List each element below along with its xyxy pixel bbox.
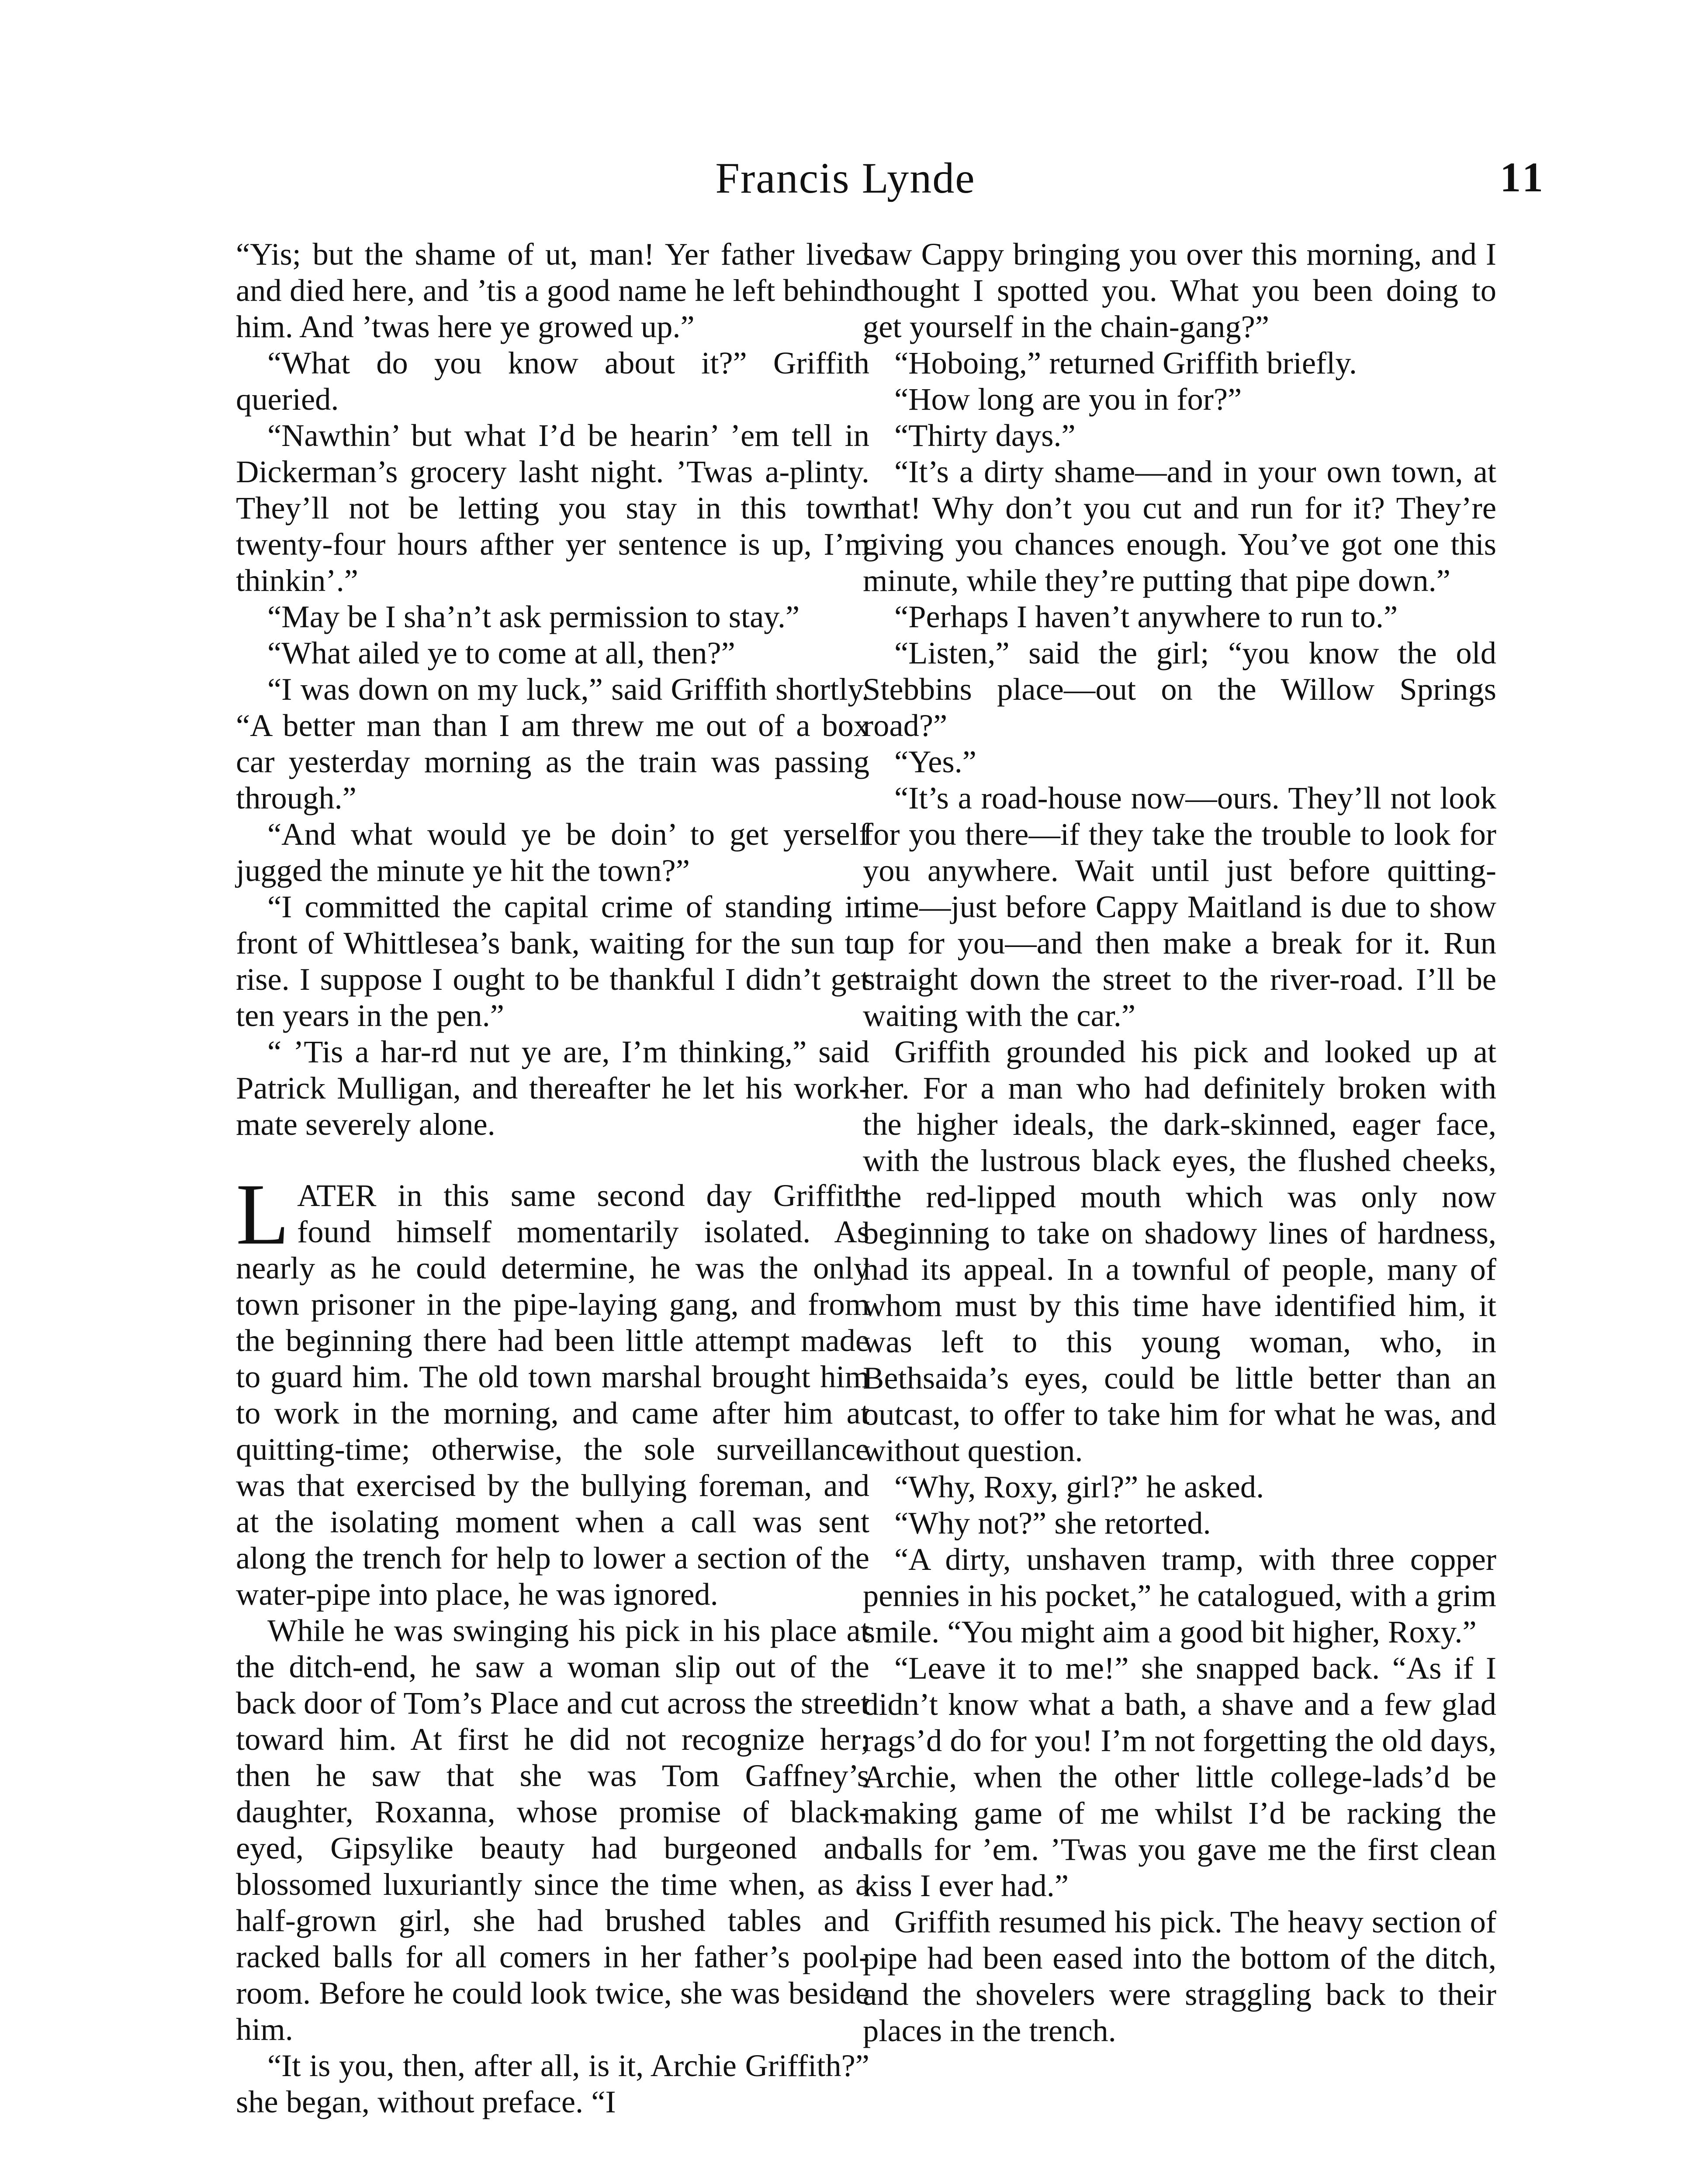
paragraph: “Why, Roxy, girl?” he asked. <box>894 1469 1264 1504</box>
paragraph: “Yis; but the shame of ut, man! Yer father lived and died here, and ’tis a good name he left behind him. And ’twas here ye growed up.” <box>236 236 869 344</box>
paragraph: “Nawthin’ but what I’d be hearin’ ’em tell in Dickerman’s grocery lasht night. ’Twas a-plinty. They’ll not be letting you stay in this town twenty-four hours afther yer sentence is up, I’m thinkin’.” <box>236 418 869 598</box>
section-opening-paragraph <box>236 1166 869 1612</box>
paragraph: “I was down on my luck,” said Griffith shortly. “A better man than I am threw me out of a box car yesterday morning as the train was passing through.” <box>236 671 869 816</box>
paragraph: “What do you know about it?” Griffith queried. <box>236 345 869 417</box>
paragraph: “What ailed ye to come at all, then?” <box>267 635 735 670</box>
page-number: 11 <box>1500 154 1547 200</box>
section-opening-text: ATER in this same second day Griffith found himself momentarily isolated. As nearly as he could determine, he was the only town prisoner in the pipe-laying gang, and from the beginning there had been little attempt made to guard him. The old town marshal brought him to work in the morning, and came after him at quitting-time; otherwise, the sole surveillance was that exercised by the bullying foreman, and at the isolating moment when a call was sent along the trench for help to lower a section of the water-pipe into place, he was ignored. <box>236 1178 869 1612</box>
running-head-author: Francis Lynde <box>715 154 976 202</box>
paragraph: saw Cappy bringing you over this morning, and I thought I spotted you. What you been doing to get yourself in the chain-gang?” <box>863 236 1496 344</box>
paragraph: “Thirty days.” <box>894 418 1076 453</box>
paragraph: “A dirty, unshaven tramp, with three copper pennies in his pocket,” he catalogued, with a grim smile. “You might aim a good bit higher, Roxy.” <box>863 1541 1496 1649</box>
paragraph: “And what would ye be doin’ to get yerself jugged the minute ye hit the town?” <box>236 816 869 888</box>
left-column <box>236 236 869 2120</box>
paragraph: “Hoboing,” returned Griffith briefly. <box>894 345 1357 380</box>
paragraph: “Perhaps I haven’t anywhere to run to.” <box>894 599 1398 634</box>
paragraph: “Yes.” <box>894 744 976 779</box>
paragraph: “It is you, then, after all, is it, Archie Griffith?” she began, without preface. “I <box>236 2048 869 2119</box>
drop-cap: L <box>236 1166 290 1263</box>
paragraph: “How long are you in for?” <box>894 381 1242 417</box>
paragraph: “May be I sha’n’t ask permission to stay.” <box>267 599 800 634</box>
paragraph: “Why not?” she retorted. <box>894 1505 1211 1541</box>
paragraph: Griffith resumed his pick. The heavy section of pipe had been eased into the bottom of the ditch, and the shovelers were straggling back to their places in the trench. <box>863 1904 1496 2048</box>
paragraph: Griffith grounded his pick and looked up at her. For a man who had definitely broken with the higher ideals, the dark-skinned, eager face, with the lustrous black eyes, the flushed cheeks, the red-lipped mouth which was only now beginning to take on shadowy lines of hardness, had its appeal. In a townful of people, many of whom must by this time have identified him, it was left to this young woman, who, in Bethsaida’s eyes, could be little better than an outcast, to offer to take him for what he was, and without question. <box>863 1034 1496 1468</box>
right-column <box>863 236 1496 2049</box>
paragraph: “Listen,” said the girl; “you know the old Stebbins place—out on the Willow Springs road?” <box>863 635 1496 743</box>
paragraph: “It’s a dirty shame—and in your own town, at that! Why don’t you cut and run for it? They’re giving you chances enough. You’ve got one this minute, while they’re putting that pipe down.” <box>863 454 1496 598</box>
paragraph: “I committed the capital crime of standing in front of Whittlesea’s bank, waiting for the sun to rise. I suppose I ought to be thankful I didn’t get ten years in the pen.” <box>236 889 869 1033</box>
paragraph: “ ’Tis a har-rd nut ye are, I’m thinking,” said Patrick Mulligan, and thereafter he let his work-mate severely alone. <box>236 1034 869 1142</box>
paragraph: While he was swinging his pick in his place at the ditch-end, he saw a woman slip out of the back door of Tom’s Place and cut across the street toward him. At first he did not recognize her; then he saw that she was Tom Gaffney’s daughter, Roxanna, whose promise of black-eyed, Gipsylike beauty had burgeoned and blossomed luxuriantly since the time when, as a half-grown girl, she had brushed tables and racked balls for all comers in her father’s pool-room. Before he could look twice, she was beside him. <box>236 1613 869 2047</box>
paragraph: “It’s a road-house now—ours. They’ll not look for you there—if they take the trouble to look for you anywhere. Wait until just before quitting-time—just before Cappy Maitland is due to show up for you—and then make a break for it. Run straight down the street to the river-road. I’ll be waiting with the car.” <box>863 780 1496 1033</box>
paragraph: “Leave it to me!” she snapped back. “As if I didn’t know what a bath, a shave and a few glad rags’d do for you! I’m not forgetting the old days, Archie, when the other little college-lads’d be making game of me whilst I’d be racking the balls for ’em. ’Twas you gave me the first clean kiss I ever had.” <box>863 1650 1496 1903</box>
